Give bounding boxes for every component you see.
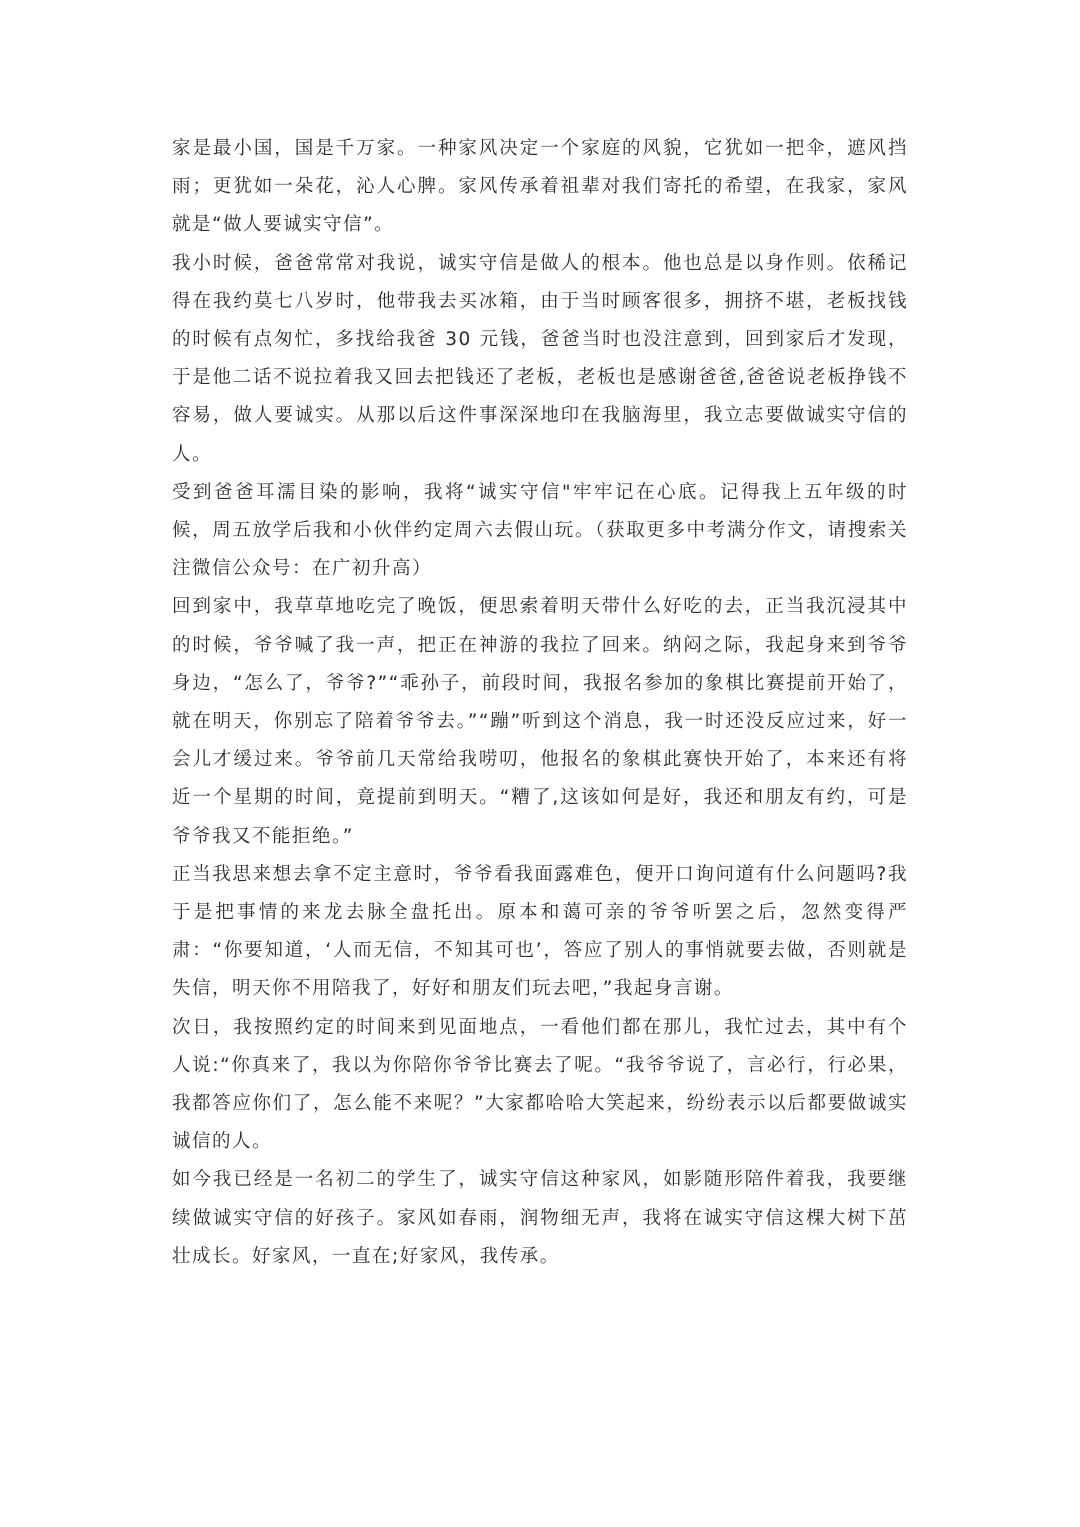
paragraph-7: 如今我已经是一名初二的学生了，诚实守信这种家风，如影随形陪件着我，我要继续做诚实守信的好孩子。家风如春雨，润物细无声，我将在诚实守信这棵大树下茁壮成长。好家风，一直在;好家风，我传承。	[172, 1169, 908, 1267]
paragraph-2: 我小时候，爸爸常常对我说，诚实守信是做人的根本。他也总是以身作则。依稀记得在我约莫七八岁时，他带我去买冰箱，由于当时顾客很多，拥挤不堪，老板找钱的时候有点匆忙，多找给我爸 30 元钱，爸爸当时也没注意到，回到家后才发现，于是他二话不说拉着我又回去把钱还了老板，老板也是感谢爸爸,爸爸说老板挣钱不容易，做人要诚实。从那以后这件事深深地印在我脑海里，我立志要做诚实守信的人。	[172, 252, 908, 465]
paragraph-6: 次日，我按照约定的时间来到见面地点，一看他们都在那儿，我忙过去，其中有个人说:“你真来了，我以为你陪你爷爷比赛去了呢。“我爷爷说了，言必行，行必果，我都答应你们了，怎么能不来呢？”大家都哈哈大笑起来，纷纷表示以后都要做诚实诚信的人。	[172, 1016, 908, 1153]
essay-body	[172, 130, 908, 1276]
paragraph-1: 家是最小国，国是千万家。一种家风决定一个家庭的风貌，它犹如一把伞，遮风挡雨；更犹如一朵花，沁人心脾。家风传承着祖辈对我们寄托的希望，在我家，家风就是“做人要诚实守信”。	[172, 138, 908, 236]
paragraph-3: 受到爸爸耳濡目染的影响，我将“诚实守信"牢牢记在心底。记得我上五年级的时候，周五放学后我和小伙伴约定周六去假山玩。（获取更多中考满分作文，请搜索关注微信公众号：在广初升高）	[172, 481, 908, 580]
paragraph-4: 回到家中，我草草地吃完了晚饭，便思索着明天带什么好吃的去，正当我沉浸其中的时候，爷爷喊了我一声，把正在神游的我拉了回来。纳闷之际，我起身来到爷爷身边，“怎么了，爷爷?”“乖孙子，前段时间，我报名参加的象棋比赛提前开始了，就在明天，你别忘了陪着爷爷去。”“蹦”听到这个消息，我一时还没反应过来，好一会儿才缓过来。爷爷前几天常给我唠叨，他报名的象棋此赛快开始了，本来还有将近一个星期的时间，竟提前到明天。“糟了,这该如何是好，我还和朋友有约，可是爷爷我又不能拒绝。”	[172, 596, 908, 847]
paragraph-5: 正当我思来想去拿不定主意时，爷爷看我面露难色，便开口询问道有什么问题吗?我于是把事情的来龙去脉全盘托出。原本和蔼可亲的爷爷听罢之后，忽然变得严肃：“你要知道，‘人而无信，不知其可也’，答应了别人的事悄就要去做，否则就是失信，明天你不用陪我了，好好和朋友们玩去吧，”我起身言谢。	[172, 863, 908, 1000]
